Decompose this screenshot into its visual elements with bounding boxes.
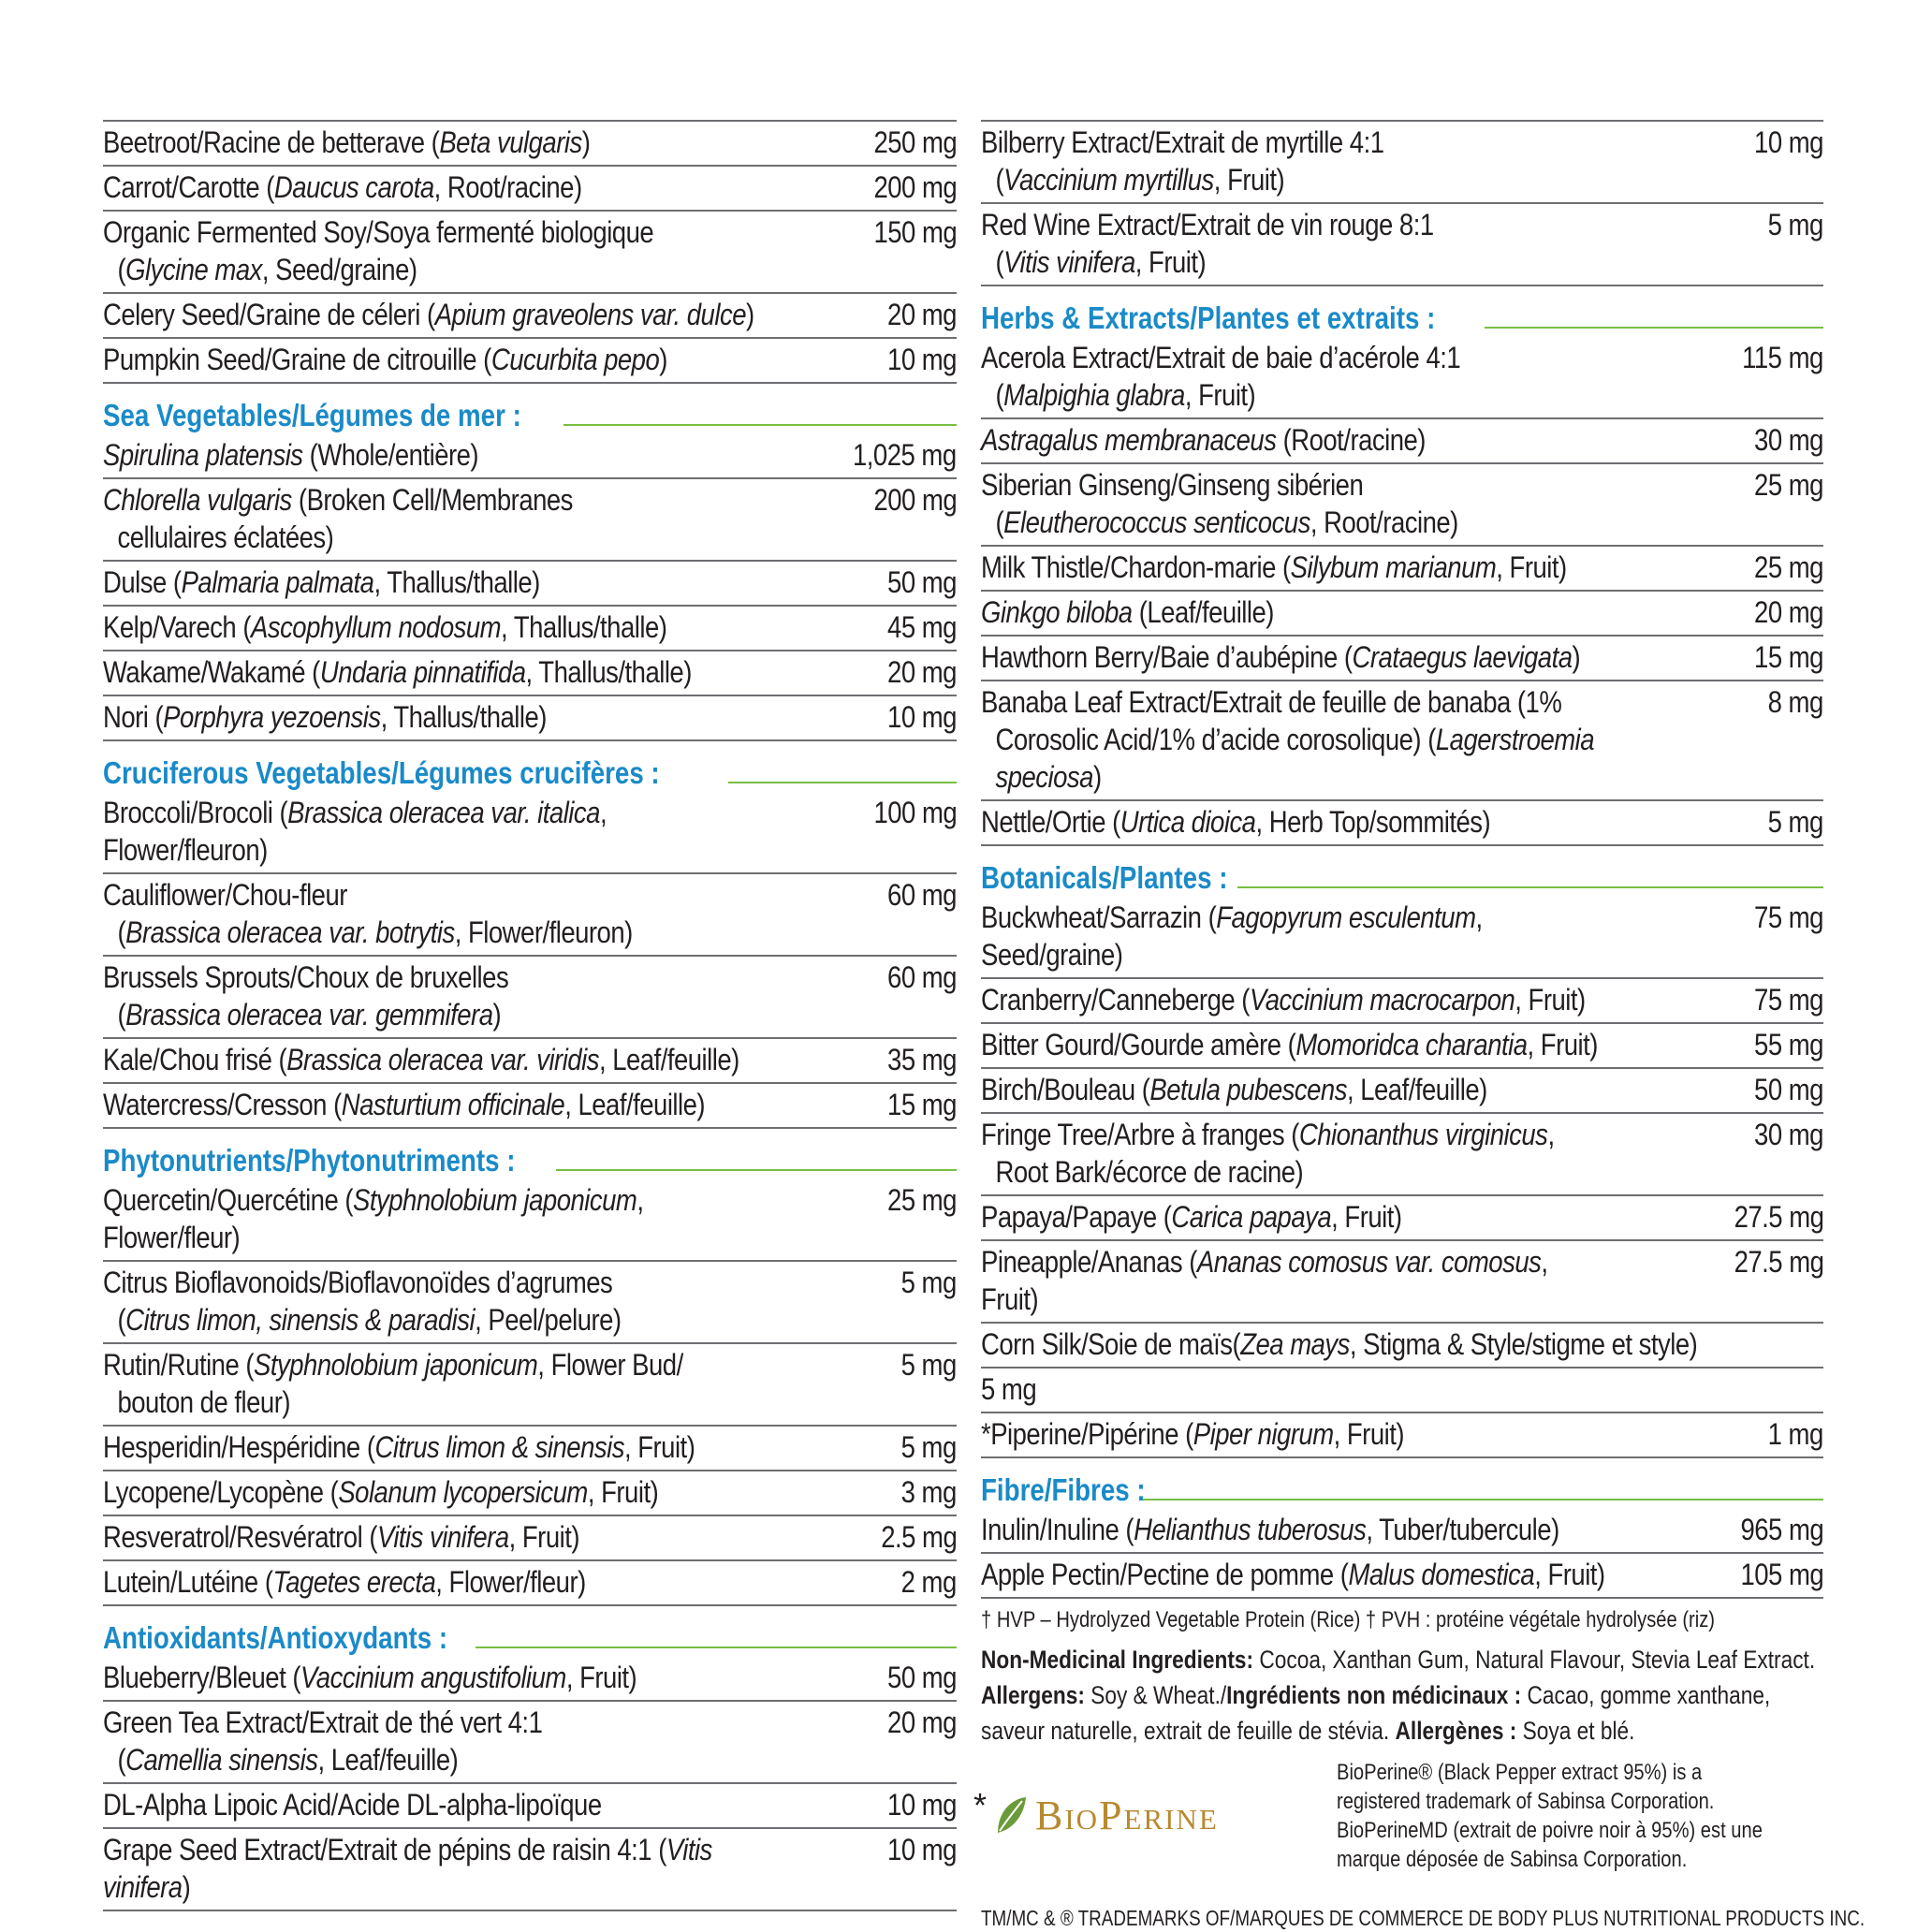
ingredient-amount: 965 mg (1740, 1513, 1823, 1546)
ingredient-amount: 35 mg (887, 1043, 957, 1076)
ingredient-row (981, 204, 1823, 286)
ingredient-amount: 20 mg (887, 655, 957, 689)
ingredient-name: Siberian Ginseng/Ginseng sibérien (Eleutherococcus senticocus, Root/racine) (981, 466, 1636, 541)
section-title: Sea Vegetables/Légumes de mer : (103, 398, 521, 432)
ingredient-name: Ginkgo biloba (Leaf/feuille) (981, 595, 1274, 629)
ingredient-name: Hawthorn Berry/Baie d’aubépine (Crataegus laevigata) (981, 640, 1581, 674)
ingredient-amount: 10 mg (1754, 125, 1823, 159)
group-phytonutrients (103, 1179, 957, 1606)
ingredient-name: Corn Silk/Soie de maïs(Zea mays, Stigma & Style/stigme et style) (981, 1327, 1698, 1361)
ingredient-row (103, 434, 957, 479)
ingredient-amount: 1,025 mg (853, 438, 957, 472)
ingredient-name: 5 mg (981, 1372, 1037, 1406)
ingredient-row (103, 167, 957, 212)
ingredient-amount: 50 mg (887, 1661, 957, 1694)
ingredient-row (103, 479, 957, 562)
section-sea-vegetables (103, 397, 957, 434)
ingredient-row (981, 637, 1823, 681)
ingredient-amount: 10 mg (887, 343, 957, 376)
ingredient-row (981, 1554, 1823, 1599)
ingredient-name: Pineapple/Ananas (Ananas comosus var. comosus, Fruit) (981, 1245, 1548, 1316)
supplement-facts-panel (101, 120, 1866, 1930)
ingredient-amount: 15 mg (1754, 640, 1823, 674)
ingredient-name: Grape Seed Extract/Extrait de pépins de raisin 4:1 (Vitis vinifera) (103, 1833, 712, 1904)
ingredient-name: Kale/Chou frisé (Brassica oleracea var. viridis, Leaf/feuille) (103, 1043, 739, 1076)
ingredient-row (103, 696, 957, 741)
ingredient-amount: 100 mg (873, 796, 957, 829)
ingredient-amount: 15 mg (887, 1088, 957, 1121)
ingredient-row (981, 681, 1823, 801)
section-title: Phytonutrients/Phytonutriments : (103, 1143, 516, 1178)
ingredient-amount: 75 mg (1754, 983, 1823, 1017)
section-fibre (981, 1471, 1823, 1509)
ingredient-name: Rutin/Rutine (Styphnolobium japonicum, Flower Bud/ bouton de fleur) (103, 1346, 782, 1421)
ingredient-row (103, 1829, 957, 1911)
ingredient-row (103, 792, 957, 874)
ingredient-amount: 25 mg (887, 1183, 957, 1217)
ingredient-amount: 50 mg (887, 565, 957, 599)
ingredient-name: Wakame/Wakamé (Undaria pinnatifida, Thallus/thalle) (103, 655, 692, 689)
ingredient-name-continued: (Citrus limon, sinensis & paradisi, Peel/pelure) (117, 1303, 622, 1337)
ingredient-name-continued: cellulaires éclatées) (117, 520, 334, 554)
ingredient-name: Hesperidin/Hespéridine (Citrus limon & sinensis, Fruit) (103, 1430, 695, 1464)
ingredient-name: Red Wine Extract/Extrait de vin rouge 8:1 (Vitis vinifera, Fruit) (981, 206, 1650, 281)
ingredient-amount: 2.5 mg (880, 1520, 957, 1554)
ingredient-name: Green Tea Extract/Extrait de thé vert 4:1 (Camellia sinensis, Leaf/feuille) (103, 1704, 768, 1778)
ingredient-name: Bilberry Extract/Extrait de myrtille 4:1 (Vaccinium myrtillus, Fruit) (981, 124, 1636, 198)
ingredient-row (103, 1262, 957, 1344)
ingredient-name: Celery Seed/Graine de céleri (Apium graveolens var. dulce) (103, 298, 754, 331)
ingredient-name: Spirulina platensis (Whole/entière) (103, 438, 479, 472)
ingredient-row (103, 1657, 957, 1702)
ingredient-amount: 20 mg (1754, 595, 1823, 629)
ingredient-amount: 10 mg (887, 700, 957, 734)
ingredient-amount: 8 mg (1767, 685, 1823, 719)
ingredient-amount: 27.5 mg (1734, 1245, 1823, 1279)
ingredient-amount: 150 mg (873, 215, 957, 249)
ingredient-amount: 60 mg (887, 878, 957, 912)
ingredient-row (103, 651, 957, 696)
ingredient-amount: 30 mg (1754, 423, 1823, 457)
section-title: Botanicals/Plantes : (981, 860, 1228, 895)
group-cruciferous (103, 792, 957, 1129)
ingredient-row (103, 1784, 957, 1829)
ingredient-row (103, 957, 957, 1039)
ingredient-amount: 30 mg (1754, 1118, 1823, 1151)
ingredient-row (103, 1427, 957, 1471)
group-herbs-extracts (981, 337, 1823, 846)
ingredient-row (981, 1413, 1823, 1458)
ingredient-name-continued: (Vitis vinifera, Fruit) (995, 245, 1207, 279)
left-column (103, 120, 957, 1911)
ingredient-row (981, 1368, 1823, 1413)
section-title: Herbs & Extracts/Plantes et extraits : (981, 300, 1436, 335)
ingredient-name: Chlorella vulgaris (Broken Cell/Membranes cellulaires éclatées) (103, 481, 754, 556)
ingredient-amount: 3 mg (900, 1475, 957, 1509)
ingredient-name: Quercetin/Quercétine (Styphnolobium japonicum, Flower/fleur) (103, 1183, 644, 1254)
ingredient-row (981, 120, 1823, 204)
bioperine-trademark-note: BioPerine® (Black Pepper extract 95%) is a registered trademark of Sabinsa Corporation. BioPerineMD (extrait de poivre noir à 95%) est une marque déposée de Sabinsa Corporation. (1337, 1760, 1763, 1872)
ingredient-amount: 5 mg (900, 1348, 957, 1382)
ingredient-name: Inulin/Inuline (Helianthus tuberosus, Tuber/tubercule) (981, 1513, 1559, 1546)
ingredient-row (981, 592, 1823, 637)
section-cruciferous (103, 754, 957, 792)
section-botanicals (981, 859, 1823, 897)
ingredient-name: Papaya/Papaye (Carica papaya, Fruit) (981, 1200, 1402, 1234)
ingredient-name: Cranberry/Canneberge (Vaccinium macrocarpon, Fruit) (981, 983, 1586, 1017)
ingredient-name-continued: (Glycine max, Seed/graine) (117, 253, 417, 286)
ingredient-row (981, 801, 1823, 846)
bioperine-logo (973, 1786, 1219, 1839)
section-herbs-extracts (981, 300, 1823, 337)
ingredient-name-continued: Corosolic Acid/1% d’acide corosolique) (Lagerstroemia speciosa) (995, 723, 1595, 794)
leaf-icon (994, 1795, 1028, 1837)
group-antioxidants (103, 1657, 957, 1911)
group-extracts (981, 120, 1823, 286)
hvp-footnote: † HVP – Hydrolyzed Vegetable Protein (Rice) † PVH : protéine végétale hydrolysée (riz) (981, 1607, 1716, 1632)
ingredient-name-continued: (Malpighia glabra, Fruit) (995, 378, 1256, 412)
ingredient-row (103, 562, 957, 607)
ingredient-row (103, 212, 957, 294)
ingredient-amount: 25 mg (1754, 468, 1823, 502)
ingredient-name: Watercress/Cresson (Nasturtium officinale, Leaf/feuille) (103, 1088, 706, 1121)
ingredient-row (981, 897, 1823, 979)
ingredient-row (981, 1509, 1823, 1554)
ingredient-row (103, 339, 957, 384)
group-fibre (981, 1509, 1823, 1599)
ingredient-name: Blueberry/Bleuet (Vaccinium angustifolium, Fruit) (103, 1661, 637, 1694)
ingredient-name: Birch/Bouleau (Betula pubescens, Leaf/feuille) (981, 1073, 1487, 1106)
ingredient-name-continued: (Camellia sinensis, Leaf/feuille) (117, 1743, 459, 1777)
ingredient-name-continued: (Eleutherococcus senticocus, Root/racine) (995, 505, 1458, 539)
ingredient-name: Cauliflower/Chou-fleur (Brassica oleracea var. botrytis, Flower/fleuron) (103, 876, 768, 951)
ingredient-amount: 75 mg (1754, 900, 1823, 934)
ingredient-amount: 105 mg (1740, 1558, 1823, 1591)
ingredient-row (981, 547, 1823, 592)
ingredient-amount: 5 mg (1767, 208, 1823, 242)
ingredient-amount: 27.5 mg (1734, 1200, 1823, 1234)
section-antioxidants (103, 1619, 957, 1657)
ingredient-row (981, 1114, 1823, 1196)
ingredient-name: Nori (Porphyra yezoensis, Thallus/thalle) (103, 700, 547, 734)
ingredient-row (103, 1516, 957, 1561)
ingredient-name: Pumpkin Seed/Graine de citrouille (Cucurbita pepo) (103, 343, 667, 376)
asterisk: * (973, 1786, 988, 1824)
ingredient-row (981, 979, 1823, 1024)
ingredient-amount: 45 mg (887, 610, 957, 644)
ingredient-amount: 115 mg (1742, 341, 1823, 374)
ingredient-row (981, 419, 1823, 464)
ingredient-row (981, 1024, 1823, 1069)
ingredient-name: Banaba Leaf Extract/Extrait de feuille de banaba (1% Corosolic Acid/1% d’acide corosolique) (Lagerstroemia speciosa) (981, 683, 1650, 796)
ingredient-row (103, 607, 957, 651)
section-title: Fibre/Fibres : (981, 1472, 1146, 1507)
ingredient-name: Acerola Extract/Extrait de baie d’acérole 4:1 (Malpighia glabra, Fruit) (981, 339, 1624, 414)
ingredient-name: Milk Thistle/Chardon-marie (Silybum marianum, Fruit) (981, 550, 1567, 584)
section-title: Cruciferous Vegetables/Légumes crucifères : (103, 755, 660, 790)
group-sea-vegetables (103, 434, 957, 741)
ingredient-name-continued: (Brassica oleracea var. botrytis, Flower/fleuron) (117, 915, 633, 949)
ingredient-name: Apple Pectin/Pectine de pomme (Malus domestica, Fruit) (981, 1558, 1605, 1591)
ingredient-name-continued: bouton de fleur) (117, 1385, 291, 1419)
ingredient-row (981, 1196, 1823, 1241)
ingredient-amount: 5 mg (900, 1430, 957, 1464)
group-general (103, 120, 957, 384)
ingredient-name-continued: (Brassica oleracea var. gemmifera) (117, 998, 502, 1032)
ingredient-name: Fringe Tree/Arbre à franges (Chionanthus virginicus, Root Bark/écorce de racine) (981, 1116, 1636, 1191)
ingredient-name: Buckwheat/Sarrazin (Fagopyrum esculentum, Seed/graine) (981, 900, 1483, 972)
ingredient-name: Carrot/Carotte (Daucus carota, Root/racine) (103, 170, 582, 204)
ingredient-row (103, 1471, 957, 1516)
ingredient-amount: 1 mg (1767, 1417, 1823, 1451)
bioperine-wordmark: BioPerine (1035, 1793, 1219, 1838)
ingredient-name: Broccoli/Brocoli (Brassica oleracea var. italica, Flower/fleuron) (103, 796, 607, 867)
ingredient-name: Astragalus membranaceus (Root/racine) (981, 423, 1426, 457)
ingredient-row (103, 1702, 957, 1784)
ingredient-name: Kelp/Varech (Ascophyllum nodosum, Thallus/thalle) (103, 610, 667, 644)
right-column (973, 120, 1866, 1932)
ingredient-amount: 5 mg (1767, 805, 1823, 839)
ingredient-amount: 25 mg (1754, 550, 1823, 584)
ingredient-name: Lutein/Lutéine (Tagetes erecta, Flower/fleur) (103, 1565, 586, 1599)
ingredient-name: Organic Fermented Soy/Soya fermenté biologique (Glycine max, Seed/graine) (103, 213, 754, 288)
ingredient-row (103, 294, 957, 339)
ingredient-amount: 55 mg (1754, 1028, 1823, 1061)
ingredient-row (103, 874, 957, 957)
ingredient-row (103, 1039, 957, 1084)
ingredient-amount: 2 mg (900, 1565, 957, 1599)
ingredient-name-continued: Root Bark/écorce de racine) (995, 1155, 1304, 1189)
ingredient-amount: 200 mg (873, 170, 957, 204)
ingredient-name: *Piperine/Pipérine (Piper nigrum, Fruit) (981, 1417, 1404, 1451)
ingredient-amount: 200 mg (873, 483, 957, 517)
ingredient-name: Lycopene/Lycopène (Solanum lycopersicum, Fruit) (103, 1475, 659, 1509)
ingredient-amount: 5 mg (900, 1266, 957, 1299)
ingredient-row (103, 1084, 957, 1129)
ingredient-name: Nettle/Ortie (Urtica dioica, Herb Top/sommités) (981, 805, 1491, 839)
ingredient-amount: 20 mg (887, 298, 957, 331)
ingredient-row (103, 1344, 957, 1427)
ingredient-row (981, 1241, 1823, 1324)
ingredient-name-continued: (Vaccinium myrtillus, Fruit) (995, 163, 1285, 197)
ingredient-row (981, 1324, 1823, 1368)
ingredient-row (981, 464, 1823, 547)
trademark-line: TM/MC & ® TRADEMARKS OF/MARQUES DE COMMERCE DE BODY PLUS NUTRITIONAL PRODUCTS INC. (981, 1906, 1866, 1930)
bioperine-block (973, 1758, 1823, 1898)
section-phytonutrients (103, 1142, 957, 1179)
ingredient-amount: 10 mg (887, 1833, 957, 1866)
ingredient-amount: 250 mg (873, 125, 957, 159)
ingredient-name: DL-Alpha Lipoic Acid/Acide DL-alpha-lipoïque (103, 1788, 602, 1822)
ingredient-row (103, 1179, 957, 1262)
ingredient-row (103, 120, 957, 167)
ingredient-row (103, 1561, 957, 1606)
ingredient-amount: 20 mg (887, 1705, 957, 1739)
ingredient-name: Brussels Sprouts/Choux de bruxelles (Brassica oleracea var. gemmifera) (103, 959, 768, 1033)
ingredient-amount: 60 mg (887, 960, 957, 994)
ingredient-amount: 10 mg (887, 1788, 957, 1822)
ingredient-name: Citrus Bioflavonoids/Bioflavonoïdes d’agrumes (Citrus limon, sinensis & paradisi, Peel/pelure) (103, 1264, 782, 1339)
section-title: Antioxidants/Antioxydants : (103, 1620, 448, 1655)
ingredient-amount: 50 mg (1754, 1073, 1823, 1106)
ingredient-name: Beetroot/Racine de betterave (Beta vulgaris) (103, 125, 591, 159)
ingredient-row (981, 337, 1823, 419)
ingredient-name: Bitter Gourd/Gourde amère (Momoridca charantia, Fruit) (981, 1028, 1598, 1061)
ingredient-name: Resveratrol/Resvératrol (Vitis vinifera, Fruit) (103, 1520, 579, 1554)
ingredient-row (981, 1069, 1823, 1114)
group-botanicals (981, 897, 1823, 1458)
non-medicinal-ingredients: Non-Medicinal Ingredients: Cocoa, Xanthan Gum, Natural Flavour, Stevia Leaf Extract. Allergens: Soy & Wheat./Ingrédients non médicinaux : Cacao, gomme xanthane, saveur naturelle, extrait de feuille de stévia. Allergènes : Soya et blé. (981, 1646, 1816, 1745)
ingredient-name: Dulse (Palmaria palmata, Thallus/thalle) (103, 565, 540, 599)
